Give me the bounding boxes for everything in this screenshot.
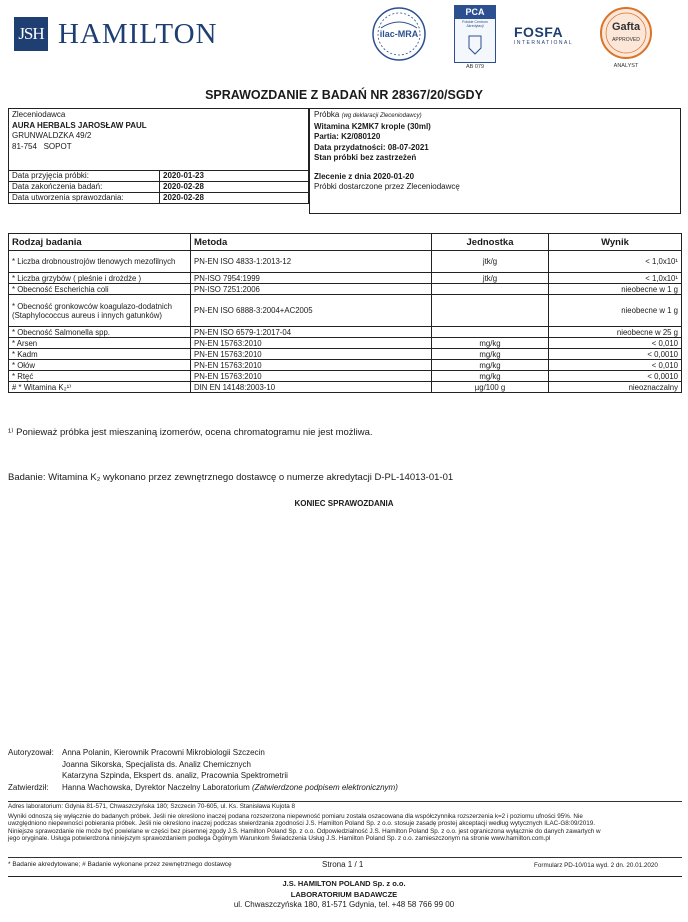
test-name: # * Witamina K₂¹⁾	[9, 382, 191, 393]
test-unit: jtk/g	[432, 273, 549, 284]
form-number: Formularz PD-10/01a wyd. 2 dn. 20.01.2020	[534, 862, 658, 869]
fosfa-subtitle: INTERNATIONAL	[514, 40, 574, 46]
approver-note: (Zatwierdzone podpisem elektronicznym)	[252, 782, 398, 792]
author-line: Katarzyna Szpinda, Ekspert ds. analiz, Pracownia Spektrometrii	[62, 771, 288, 780]
company-name: J.S. HAMILTON POLAND Sp. z o.o.	[282, 879, 406, 888]
date-label: Data zakończenia badań:	[9, 182, 160, 193]
approver-row	[8, 782, 398, 794]
test-method: PN-EN ISO 6579-1:2017-04	[191, 327, 432, 338]
test-unit	[432, 295, 549, 327]
company-footer	[0, 879, 688, 911]
test-name: * Liczba drobnoustrojów tlenowych mezofilnych	[9, 251, 191, 273]
test-name: * Arsen	[9, 338, 191, 349]
pca-label: PCA	[455, 6, 495, 19]
date-row	[9, 171, 309, 182]
test-unit: mg/kg	[432, 360, 549, 371]
author-row	[8, 747, 398, 759]
company-logo-mark: JSH	[14, 17, 48, 51]
client-name: AURA HERBALS JAROSŁAW PAUL	[12, 120, 147, 130]
test-name: * Obecność gronkowców koagulazo-dodatnich (Staphylococcus aureus i innych gatunków)	[9, 295, 191, 327]
date-label: Data przyjęcia próbki:	[9, 171, 160, 182]
gafta-seal	[599, 6, 653, 76]
approver-name: Hanna Wachowska, Dyrektor Naczelny Laboratorium	[62, 782, 250, 792]
company-logo-name: HAMILTON	[58, 18, 218, 50]
author-row	[8, 770, 398, 782]
dates-table	[8, 170, 309, 204]
ilac-mra-label: ilac-MRA	[379, 29, 419, 39]
test-result: nieobecne w 25 g	[549, 327, 682, 338]
table-row	[9, 327, 682, 338]
test-result: nieoznaczalny	[549, 382, 682, 393]
table-row	[9, 295, 682, 327]
fosfa-logo	[514, 24, 578, 46]
sample-label: Próbka	[314, 110, 340, 119]
company-address: ul. Chwaszczyńska 180, 81-571 Gdynia, tel. +48 58 766 99 00	[233, 900, 455, 909]
footnote: ¹⁾ Ponieważ próbka jest mieszaniną izomerów, ocena chromatogramu nie jest możliwa.	[8, 427, 373, 438]
test-result: < 0,0010	[549, 371, 682, 382]
table-row	[9, 382, 682, 393]
results-table	[8, 233, 682, 393]
test-unit: µg/100 g	[432, 382, 549, 393]
test-unit	[432, 284, 549, 295]
test-method: PN-EN 15763:2010	[191, 371, 432, 382]
date-value: 2020-01-23	[160, 171, 309, 182]
test-method: PN-EN ISO 6888-3:2004+AC2005	[191, 295, 432, 327]
client-zip: 81-754	[12, 141, 37, 151]
test-name: * Ołów	[9, 360, 191, 371]
col-header-result: Wynik	[549, 234, 682, 251]
legend-divider	[8, 857, 682, 858]
table-row	[9, 360, 682, 371]
col-header-test: Rodzaj badania	[9, 234, 191, 251]
end-of-report: KONIEC SPRAWOZDANIA	[294, 499, 394, 508]
fineprint-line: uwzględniono niepewności pobierania próbek. Jeśli nie określono inaczej podczas stwierdzania zgodności J.S. Hamilton Poland Sp. z o.o. stosuje zasadę prostej akceptacji według wytycznych ILAC-G8:09/2019.	[8, 820, 595, 828]
col-header-unit: Jednostka	[432, 234, 549, 251]
pca-code: AB 079	[465, 64, 485, 70]
test-method: PN-EN 15763:2010	[191, 360, 432, 371]
col-header-method: Metoda	[191, 234, 432, 251]
table-row	[9, 338, 682, 349]
sample-label-note: (wg deklaracji Zleceniodawcy)	[341, 113, 422, 119]
report-title: SPRAWOZDANIE Z BADAŃ NR 28367/20/SGDY	[205, 88, 483, 102]
client-street: GRUNWALDZKA 49/2	[12, 131, 92, 140]
test-method: PN-EN 15763:2010	[191, 349, 432, 360]
vitamin-note: Badanie: Witamina K₂ wykonano przez zewnętrznego dostawcę o numerze akredytacji D-PL-14013-01-01	[8, 472, 454, 483]
test-method: PN-ISO 7251:2006	[191, 284, 432, 295]
order-date: Zlecenie z dnia 2020-01-20	[314, 171, 415, 181]
date-label: Data utworzenia sprawozdania:	[9, 193, 160, 204]
client-city: SOPOT	[43, 141, 72, 151]
pca-subtitle: Polskie Centrum Akredytacji	[462, 20, 488, 28]
authors-block	[8, 747, 398, 793]
sample-delivered: Próbki dostarczone przez Zleceniodawcę	[314, 182, 460, 191]
company-lab: LABORATORIUM BADAWCZE	[290, 889, 398, 899]
test-unit: mg/kg	[432, 349, 549, 360]
test-result: < 0,010	[549, 360, 682, 371]
test-method: PN-EN 15763:2010	[191, 338, 432, 349]
fineprint-line: Wyniki odnoszą się wyłącznie do badanych próbek. Jeśli nie określono inaczej podana rozszerzona niepewność pomiaru została oszacowana dla współczynnika rozszerzenia k=2 i poziomu ufności 95%. Nie	[8, 812, 583, 820]
test-name: * Rtęć	[9, 371, 191, 382]
test-name: * Obecność Escherichia coli	[9, 284, 191, 295]
table-row	[9, 349, 682, 360]
author-line: Joanna Sikorska, Specjalista ds. Analiz Chemicznych	[62, 759, 251, 769]
test-result: < 1,0x10¹	[549, 273, 682, 284]
results-header-row	[9, 234, 682, 251]
gafta-bottom-label: ANALYST	[613, 63, 639, 69]
test-name: * Obecność Salmonella spp.	[9, 327, 191, 338]
test-unit: mg/kg	[432, 371, 549, 382]
fineprint-line: Niniejsze sprawozdanie nie może być powielane w części bez pisemnej zgody J.S. Hamilton Poland Sp. z o.o. Odpowiedzialność J.S. Hamilton Poland Sp. z o.o. jest ograniczona wyłącznie do danych zawartych w	[8, 827, 601, 835]
sample-name: Witamina K2MK7 krople (30ml)	[314, 121, 431, 131]
table-row	[9, 371, 682, 382]
client-label: Zleceniodawca	[12, 110, 66, 119]
test-name: * Liczba grzybów ( pleśnie i drożdże )	[9, 273, 191, 284]
fineprint-divider	[8, 801, 682, 802]
test-result: < 1,0x10¹	[549, 251, 682, 273]
sample-batch: Partia: K2/080120	[314, 132, 381, 141]
date-row	[9, 193, 309, 204]
pca-seal	[454, 5, 496, 73]
table-row	[9, 273, 682, 284]
fosfa-label: FOSFA	[514, 24, 564, 40]
client-box	[8, 108, 309, 170]
test-method: DIN EN 14148:2003-10	[191, 382, 432, 393]
test-result: nieobecne w 1 g	[549, 284, 682, 295]
gafta-label: Gafta	[611, 21, 641, 33]
company-divider	[8, 876, 682, 877]
fineprint-line: jego oryginale. Usługa potwierdzona niniejszym sprawozdaniem podlega Ogólnym Warunkom Świadczenia Usług J.S. Hamilton Poland Sp. z o.o. zamieszczonym na stronie www.hamilton.com.pl	[8, 835, 551, 843]
page-number: Strona 1 / 1	[322, 860, 364, 869]
table-row	[9, 251, 682, 273]
test-result: nieobecne w 1 g	[549, 295, 682, 327]
sample-expiry: Data przydatności: 08-07-2021	[314, 142, 429, 152]
date-row	[9, 182, 309, 193]
test-unit: mg/kg	[432, 338, 549, 349]
date-value: 2020-02-28	[160, 182, 309, 193]
table-row	[9, 284, 682, 295]
fineprint-line: Adres laboratorium: Gdynia 81-571, Chwaszczyńska 180; Szczecin 70-605, ul. Ks. Stanisława Kujota 8	[8, 803, 296, 810]
ilac-mra-seal	[371, 6, 427, 62]
author-line: Anna Polanin, Kierownik Pracowni Mikrobiologii Szczecin	[62, 748, 265, 757]
test-result: < 0,0010	[549, 349, 682, 360]
author-row	[8, 759, 398, 771]
test-method: PN-ISO 7954:1999	[191, 273, 432, 284]
test-name: * Kadm	[9, 349, 191, 360]
fineprint-block	[8, 803, 684, 843]
authors-label: Autoryzował:	[8, 748, 54, 757]
sample-box	[309, 108, 681, 214]
date-value: 2020-02-28	[160, 193, 309, 204]
test-result: < 0,010	[549, 338, 682, 349]
test-unit	[432, 327, 549, 338]
test-unit: jtk/g	[432, 251, 549, 273]
legend: * Badanie akredytowane; # Badanie wykonane przez zewnętrznego dostawcę	[8, 861, 232, 868]
gafta-subtitle: APPROVED	[612, 37, 640, 43]
approved-label: Zatwierdził:	[8, 782, 49, 792]
sample-label-line	[314, 110, 676, 122]
test-method: PN-EN ISO 4833-1:2013-12	[191, 251, 432, 273]
sample-state: Stan próbki bez zastrzeżeń	[314, 153, 417, 162]
client-city-line	[12, 142, 305, 153]
